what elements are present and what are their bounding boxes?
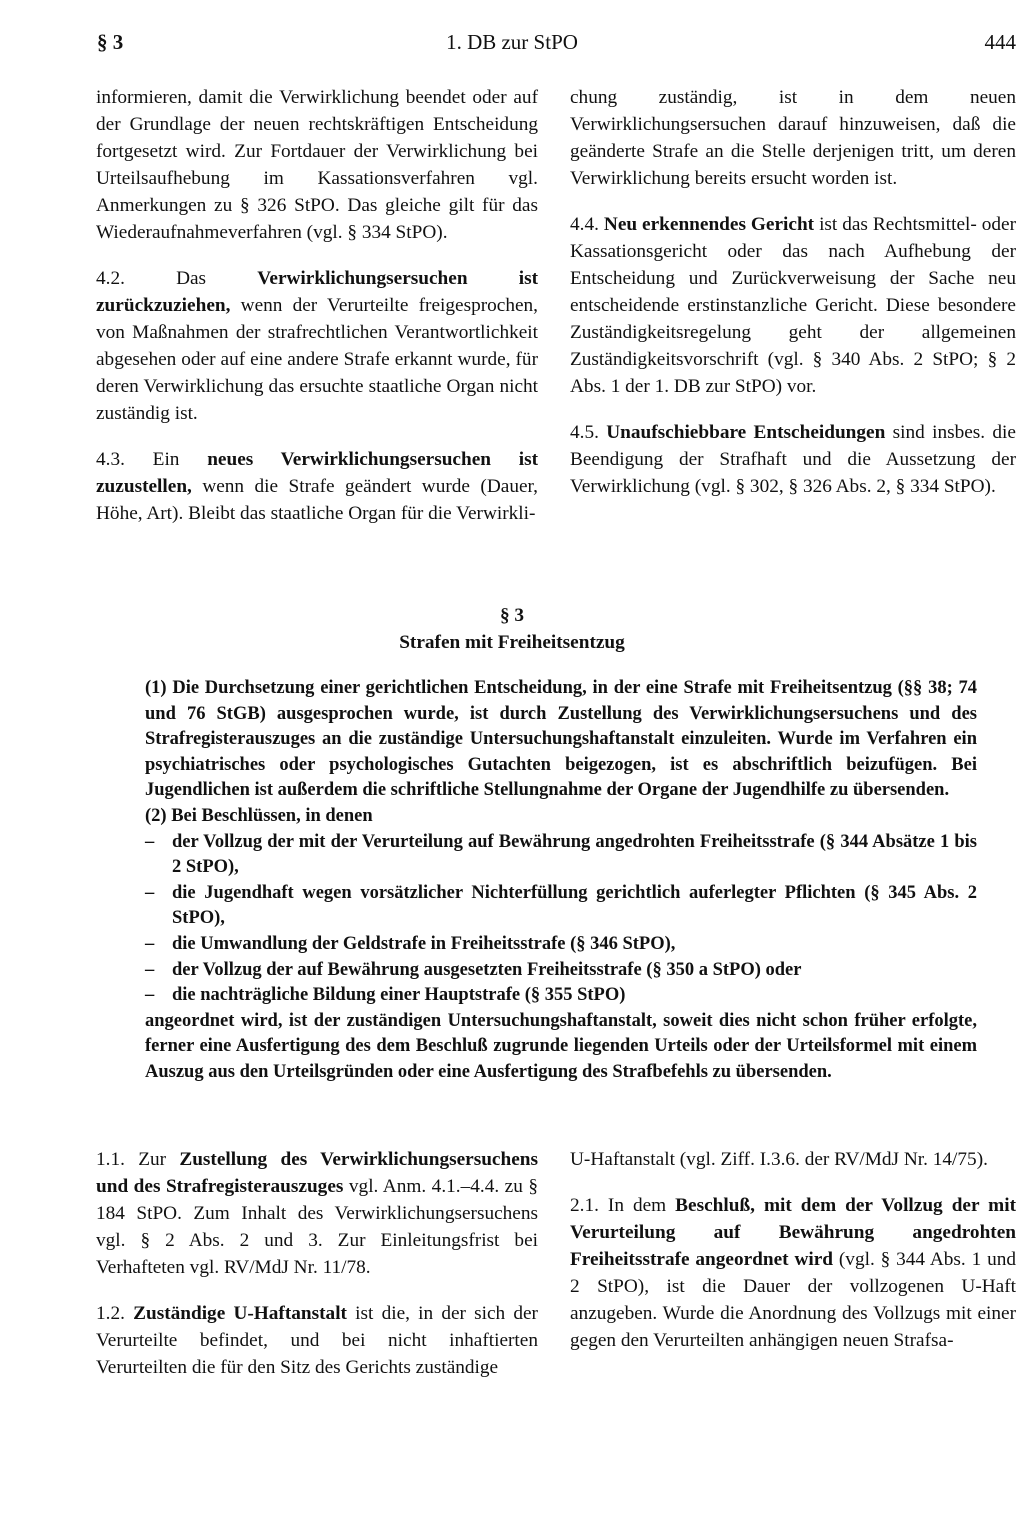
- law-list: [145, 830, 977, 1009]
- paragraph-number: 4.5.: [570, 422, 599, 443]
- section-heading: [0, 602, 1024, 656]
- paragraph-1-2: 1.2. Zuständige U-Haftanstalt ist die, in der sich der Verurteilte befindet, und bei nicht inhaftierten Verurteilten die für den Sitz des Gerichts zuständige: [96, 1303, 538, 1378]
- header-title: 1. DB zur StPO: [446, 30, 578, 54]
- section-title: Strafen mit Freiheitsentzug: [399, 632, 625, 653]
- upper-left-column: [96, 84, 538, 527]
- law-paragraph-1: (1) Die Durchsetzung einer gerichtlichen Entscheidung, in der eine Strafe mit Freiheitsentzug (§§ 38; 74 und 76 StGB) ausgesprochen wurde, ist durch Zustellung des Verwirklichungsersuchens und des Strafregisterauszuges an die zuständige Untersuchungshaftanstalt einzuleiten. Wurde im Verfahren ein psychiatrisches oder psychologisches Gutachten beigezogen, ist es abschriftlich beizufügen. Bei Jugendlichen ist außerdem die schriftliche Stellungnahme der Organe der Jugendhilfe zu übersenden.: [145, 678, 977, 801]
- bold-term: Zustellung des Verwirklichungsersuchens und des Strafregisterauszuges: [96, 1149, 538, 1197]
- paragraph: informieren, damit die Verwirklichung beendet oder auf der Grundlage der neuen rechtskräftigen Entscheidung fortgesetzt wird. Zur Fortdauer der Verwirklichung bei Urteilsaufhebung im Kassationsverfahren vgl. Anmerkungen zu § 326 StPO. Das gleiche gilt für das Wiederaufnahmeverfahren (vgl. § 334 StPO).: [96, 87, 538, 243]
- bold-term: neues Verwirklichungsersuchen ist zuzustellen,: [96, 449, 539, 497]
- bold-term: Beschluß, mit dem der Vollzug der mit Verurteilung auf Bewährung angedrohten Freiheitsstrafe angeordnet wird: [570, 1195, 1017, 1270]
- paragraph-1-1: 1.1. Zur Zustellung des Verwirklichungsersuchens und des Strafregisterauszuges vgl. Anm. 4.1.–4.4. zu § 184 StPO. Zum Inhalt des Verwirklichungsersuchens vgl. § 2 Abs. 2 und 3. Zur Einleitungsfrist bei Verhafteten vgl. RV/MdJ Nr. 11/78.: [96, 1149, 539, 1278]
- upper-right-column: [570, 84, 1016, 500]
- section-number: § 3: [499, 605, 525, 626]
- law-text: [145, 676, 977, 1086]
- law-list-item: – die Jugendhaft wegen vorsätzlicher Nichterfüllung gerichtlich auferlegter Pflichten (§ 345 Abs. 2 StPO),: [145, 881, 977, 932]
- law-list-item: – die nachträgliche Bildung einer Hauptstrafe (§ 355 StPO): [145, 983, 977, 1009]
- law-paragraph-2-outro: angeordnet wird, ist der zuständigen Untersuchungshaftanstalt, soweit dies nicht schon früher erfolgte, ferner eine Ausfertigung des dem Beschluß zugrunde liegenden Urteils oder der Urteilsformel mit einem Auszug aus den Urteilsgründen oder eine Ausfertigung des Strafbefehls zu übersenden.: [145, 1010, 977, 1082]
- law-paragraph-2-intro: (2) Bei Beschlüssen, in denen: [145, 805, 373, 826]
- law-list-item: – die Umwandlung der Geldstrafe in Freiheitsstrafe (§ 346 StPO),: [145, 932, 977, 958]
- paragraph-number: 1.2.: [96, 1303, 125, 1324]
- paragraph-number: 4.2.: [96, 268, 125, 289]
- bold-term: Unaufschiebbare Entscheidungen: [606, 422, 886, 443]
- paragraph-4-3: 4.3. Ein neues Verwirklichungsersuchen ist zuzustellen, wenn die Strafe geändert wurde (Dauer, Höhe, Art). Bleibt das staatliche Organ für die Verwirkli-: [96, 449, 539, 524]
- lower-right-column: [570, 1146, 1016, 1354]
- paragraph-number: 4.4.: [570, 214, 599, 235]
- paragraph-4-2: 4.2. Das Verwirklichungsersuchen ist zurückzuziehen, wenn der Verurteilte freigesprochen, von Maßnahmen der strafrechtlichen Verantwortlichkeit abgesehen oder auf eine andere Strafe erkannt wurde, für deren Verwirklichung das ersuchte staatliche Organ nicht zuständig ist.: [96, 268, 538, 424]
- bold-term: Zuständige U-Haftanstalt: [133, 1303, 347, 1324]
- header-section: § 3: [97, 30, 124, 54]
- bold-term: Neu erkennendes Gericht: [603, 214, 815, 235]
- paragraph-4-4: 4.4. Neu erkennendes Gericht ist das Rechtsmittel- oder Kassationsgericht oder das nach Aufhebung der Entscheidung und Zurückverweisung der Sache neu entscheidende erstinstanzliche Gericht. Diese besondere Zuständigkeitsregelung geht der allgemeinen Zuständigkeitsvorschrift (vgl. § 340 Abs. 2 StPO; § 2 Abs. 1 der 1. DB zur StPO) vor.: [570, 214, 1016, 397]
- paragraph-2-1: 2.1. In dem Beschluß, mit dem der Vollzug der mit Verurteilung auf Bewährung angedrohten Freiheitsstrafe angeordnet wird (vgl. § 344 Abs. 1 und 2 StPO), ist die Dauer der vollzogenen U-Haft anzugeben. Wurde die Anordnung des Vollzugs mit einer gegen den Verurteilten anhängigen neuen Strafsa-: [570, 1195, 1017, 1351]
- paragraph-number: 1.1.: [96, 1149, 125, 1170]
- paragraph: U-Haftanstalt (vgl. Ziff. I.3.6. der RV/MdJ Nr. 14/75).: [570, 1149, 988, 1170]
- page-number: 444: [984, 30, 1016, 54]
- paragraph-4-5: 4.5. Unaufschiebbare Entscheidungen sind insbes. die Beendigung der Strafhaft und die Aussetzung der Verwirklichung (vgl. § 302, § 326 Abs. 2, § 334 StPO).: [570, 422, 1016, 497]
- paragraph-number: 2.1.: [570, 1195, 599, 1216]
- paragraph-number: 4.3.: [96, 449, 125, 470]
- page-header: [0, 30, 1024, 60]
- law-list-item: – der Vollzug der auf Bewährung ausgesetzten Freiheitsstrafe (§ 350 a StPO) oder: [145, 958, 977, 984]
- bold-term: Verwirklichungsersuchen ist zurückzuziehen,: [96, 268, 538, 316]
- lower-left-column: [96, 1146, 538, 1381]
- law-list-item: – der Vollzug der mit der Verurteilung auf Bewährung angedrohten Freiheitsstrafe (§ 344 Absätze 1 bis 2 StPO),: [145, 830, 977, 881]
- paragraph: chung zuständig, ist in dem neuen Verwirklichungsersuchen darauf hinzuweisen, daß die geänderte Strafe an die Stelle derjenigen tritt, um deren Verwirklichung bereits ersucht worden ist.: [570, 87, 1016, 189]
